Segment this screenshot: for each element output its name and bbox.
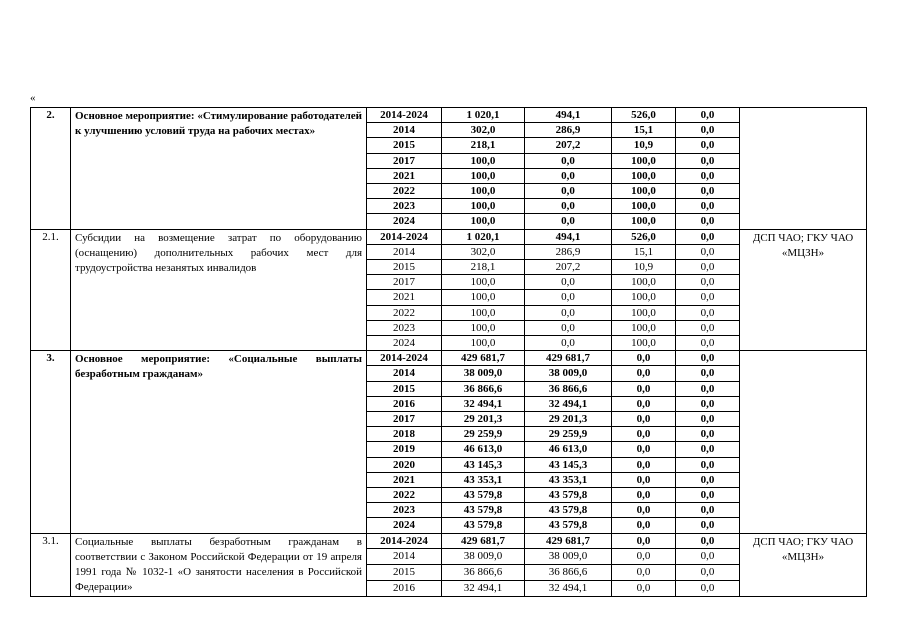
total-cell: 100,0 — [442, 184, 525, 199]
total-cell: 29 259,9 — [442, 427, 525, 442]
total-cell: 100,0 — [442, 305, 525, 320]
federal-budget-cell: 36 866,6 — [525, 381, 612, 396]
federal-budget-cell: 0,0 — [525, 168, 612, 183]
federal-budget-cell: 429 681,7 — [525, 533, 612, 549]
regional-budget-cell: 0,0 — [612, 396, 676, 411]
period-cell: 2022 — [367, 305, 442, 320]
executor-cell: ДСП ЧАО; ГКУ ЧАО «МЦЗН» — [740, 533, 867, 596]
activity-number: 3. — [31, 351, 71, 533]
other-sources-cell: 0,0 — [676, 108, 740, 123]
regional-budget-cell: 0,0 — [612, 565, 676, 581]
total-cell: 1 020,1 — [442, 108, 525, 123]
other-sources-cell: 0,0 — [676, 244, 740, 259]
total-cell: 302,0 — [442, 123, 525, 138]
federal-budget-cell: 286,9 — [525, 244, 612, 259]
regional-budget-cell: 0,0 — [612, 503, 676, 518]
period-cell: 2015 — [367, 260, 442, 275]
regional-budget-cell: 100,0 — [612, 305, 676, 320]
period-cell: 2021 — [367, 290, 442, 305]
regional-budget-cell: 15,1 — [612, 123, 676, 138]
other-sources-cell: 0,0 — [676, 565, 740, 581]
other-sources-cell: 0,0 — [676, 138, 740, 153]
total-cell: 100,0 — [442, 275, 525, 290]
other-sources-cell: 0,0 — [676, 168, 740, 183]
federal-budget-cell: 36 866,6 — [525, 565, 612, 581]
total-cell: 100,0 — [442, 168, 525, 183]
total-cell: 43 353,1 — [442, 472, 525, 487]
period-cell: 2019 — [367, 442, 442, 457]
federal-budget-cell: 0,0 — [525, 320, 612, 335]
regional-budget-cell: 0,0 — [612, 381, 676, 396]
other-sources-cell: 0,0 — [676, 518, 740, 533]
total-cell: 218,1 — [442, 138, 525, 153]
federal-budget-cell: 0,0 — [525, 336, 612, 351]
period-cell: 2023 — [367, 199, 442, 214]
activity-title: Основное мероприятие: «Стимулирование работодателей к улучшению условий труда на рабочих местах» — [71, 108, 367, 230]
other-sources-cell: 0,0 — [676, 336, 740, 351]
regional-budget-cell: 15,1 — [612, 244, 676, 259]
total-cell: 43 579,8 — [442, 503, 525, 518]
period-cell: 2015 — [367, 381, 442, 396]
regional-budget-cell: 100,0 — [612, 153, 676, 168]
total-cell: 43 579,8 — [442, 488, 525, 503]
total-cell: 100,0 — [442, 214, 525, 229]
period-cell: 2023 — [367, 503, 442, 518]
other-sources-cell: 0,0 — [676, 184, 740, 199]
regional-budget-cell: 0,0 — [612, 533, 676, 549]
other-sources-cell: 0,0 — [676, 275, 740, 290]
other-sources-cell: 0,0 — [676, 472, 740, 487]
period-cell: 2014 — [367, 366, 442, 381]
table-row — [31, 229, 867, 244]
regional-budget-cell: 100,0 — [612, 320, 676, 335]
federal-budget-cell: 32 494,1 — [525, 580, 612, 596]
total-cell: 429 681,7 — [442, 351, 525, 366]
regional-budget-cell: 0,0 — [612, 351, 676, 366]
other-sources-cell: 0,0 — [676, 214, 740, 229]
regional-budget-cell: 100,0 — [612, 214, 676, 229]
total-cell: 32 494,1 — [442, 580, 525, 596]
period-cell: 2015 — [367, 138, 442, 153]
period-cell: 2017 — [367, 412, 442, 427]
federal-budget-cell: 286,9 — [525, 123, 612, 138]
regional-budget-cell: 0,0 — [612, 518, 676, 533]
other-sources-cell: 0,0 — [676, 457, 740, 472]
other-sources-cell: 0,0 — [676, 580, 740, 596]
federal-budget-cell: 207,2 — [525, 260, 612, 275]
federal-budget-cell: 0,0 — [525, 214, 612, 229]
federal-budget-cell: 429 681,7 — [525, 351, 612, 366]
total-cell: 32 494,1 — [442, 396, 525, 411]
period-cell: 2021 — [367, 472, 442, 487]
regional-budget-cell: 100,0 — [612, 275, 676, 290]
federal-budget-cell: 38 009,0 — [525, 366, 612, 381]
other-sources-cell: 0,0 — [676, 503, 740, 518]
total-cell: 43 579,8 — [442, 518, 525, 533]
federal-budget-cell: 0,0 — [525, 184, 612, 199]
total-cell: 218,1 — [442, 260, 525, 275]
total-cell: 100,0 — [442, 290, 525, 305]
federal-budget-cell: 494,1 — [525, 229, 612, 244]
total-cell: 43 145,3 — [442, 457, 525, 472]
other-sources-cell: 0,0 — [676, 229, 740, 244]
other-sources-cell: 0,0 — [676, 396, 740, 411]
period-cell: 2014-2024 — [367, 108, 442, 123]
total-cell: 100,0 — [442, 153, 525, 168]
total-cell: 38 009,0 — [442, 366, 525, 381]
period-cell: 2020 — [367, 457, 442, 472]
period-cell: 2021 — [367, 168, 442, 183]
regional-budget-cell: 0,0 — [612, 549, 676, 565]
total-cell: 100,0 — [442, 336, 525, 351]
period-cell: 2022 — [367, 184, 442, 199]
period-cell: 2018 — [367, 427, 442, 442]
federal-budget-cell: 0,0 — [525, 305, 612, 320]
activity-title: Социальные выплаты безработным гражданам в соответствии с Законом Российской Федерации от 19 апреля 1991 года № 1032-1 «О занятости населения в Российской Федерации» — [71, 533, 367, 596]
other-sources-cell: 0,0 — [676, 305, 740, 320]
regional-budget-cell: 100,0 — [612, 336, 676, 351]
period-cell: 2014 — [367, 549, 442, 565]
regional-budget-cell: 0,0 — [612, 488, 676, 503]
activity-number: 2. — [31, 108, 71, 230]
other-sources-cell: 0,0 — [676, 442, 740, 457]
federal-budget-cell: 43 579,8 — [525, 488, 612, 503]
other-sources-cell: 0,0 — [676, 123, 740, 138]
regional-budget-cell: 0,0 — [612, 427, 676, 442]
period-cell: 2014-2024 — [367, 229, 442, 244]
federal-budget-cell: 29 259,9 — [525, 427, 612, 442]
federal-budget-cell: 43 353,1 — [525, 472, 612, 487]
executor-cell — [740, 108, 867, 230]
federal-budget-cell: 46 613,0 — [525, 442, 612, 457]
federal-budget-cell: 43 579,8 — [525, 518, 612, 533]
period-cell: 2023 — [367, 320, 442, 335]
regional-budget-cell: 10,9 — [612, 138, 676, 153]
table-row — [31, 108, 867, 123]
regional-budget-cell: 100,0 — [612, 168, 676, 183]
other-sources-cell: 0,0 — [676, 366, 740, 381]
regional-budget-cell: 100,0 — [612, 184, 676, 199]
period-cell: 2014 — [367, 123, 442, 138]
other-sources-cell: 0,0 — [676, 351, 740, 366]
period-cell: 2014-2024 — [367, 351, 442, 366]
period-cell: 2024 — [367, 336, 442, 351]
total-cell: 100,0 — [442, 320, 525, 335]
total-cell: 302,0 — [442, 244, 525, 259]
federal-budget-cell: 32 494,1 — [525, 396, 612, 411]
regional-budget-cell: 0,0 — [612, 580, 676, 596]
regional-budget-cell: 0,0 — [612, 457, 676, 472]
regional-budget-cell: 526,0 — [612, 229, 676, 244]
other-sources-cell: 0,0 — [676, 199, 740, 214]
period-cell: 2024 — [367, 518, 442, 533]
federal-budget-cell: 0,0 — [525, 275, 612, 290]
activity-title: Основное мероприятие: «Социальные выплаты безработным гражданам» — [71, 351, 367, 533]
federal-budget-cell: 43 145,3 — [525, 457, 612, 472]
other-sources-cell: 0,0 — [676, 412, 740, 427]
other-sources-cell: 0,0 — [676, 427, 740, 442]
period-cell: 2024 — [367, 214, 442, 229]
period-cell: 2016 — [367, 580, 442, 596]
federal-budget-cell: 29 201,3 — [525, 412, 612, 427]
other-sources-cell: 0,0 — [676, 549, 740, 565]
total-cell: 46 613,0 — [442, 442, 525, 457]
regional-budget-cell: 10,9 — [612, 260, 676, 275]
federal-budget-cell: 494,1 — [525, 108, 612, 123]
period-cell: 2017 — [367, 153, 442, 168]
federal-budget-cell: 0,0 — [525, 199, 612, 214]
total-cell: 429 681,7 — [442, 533, 525, 549]
federal-budget-cell: 0,0 — [525, 290, 612, 305]
period-cell: 2016 — [367, 396, 442, 411]
executor-cell: ДСП ЧАО; ГКУ ЧАО «МЦЗН» — [740, 229, 867, 351]
total-cell: 38 009,0 — [442, 549, 525, 565]
other-sources-cell: 0,0 — [676, 533, 740, 549]
table-row — [31, 533, 867, 549]
other-sources-cell: 0,0 — [676, 260, 740, 275]
period-cell: 2017 — [367, 275, 442, 290]
period-cell: 2022 — [367, 488, 442, 503]
total-cell: 36 866,6 — [442, 565, 525, 581]
federal-budget-cell: 207,2 — [525, 138, 612, 153]
total-cell: 100,0 — [442, 199, 525, 214]
activity-title: Субсидии на возмещение затрат по оборудованию (оснащению) дополнительных рабочих мест для трудоустройства незанятых инвалидов — [71, 229, 367, 351]
regional-budget-cell: 100,0 — [612, 199, 676, 214]
federal-budget-cell: 43 579,8 — [525, 503, 612, 518]
other-sources-cell: 0,0 — [676, 488, 740, 503]
federal-budget-cell: 38 009,0 — [525, 549, 612, 565]
regional-budget-cell: 526,0 — [612, 108, 676, 123]
total-cell: 36 866,6 — [442, 381, 525, 396]
other-sources-cell: 0,0 — [676, 290, 740, 305]
regional-budget-cell: 100,0 — [612, 290, 676, 305]
opening-quote-mark: « — [30, 92, 36, 104]
other-sources-cell: 0,0 — [676, 381, 740, 396]
other-sources-cell: 0,0 — [676, 320, 740, 335]
table-row — [31, 351, 867, 366]
total-cell: 1 020,1 — [442, 229, 525, 244]
regional-budget-cell: 0,0 — [612, 442, 676, 457]
executor-cell — [740, 351, 867, 533]
regional-budget-cell: 0,0 — [612, 472, 676, 487]
total-cell: 29 201,3 — [442, 412, 525, 427]
period-cell: 2014 — [367, 244, 442, 259]
program-activities-table — [30, 107, 867, 597]
period-cell: 2015 — [367, 565, 442, 581]
federal-budget-cell: 0,0 — [525, 153, 612, 168]
table-body — [31, 108, 867, 597]
activity-number: 3.1. — [31, 533, 71, 596]
activity-number: 2.1. — [31, 229, 71, 351]
regional-budget-cell: 0,0 — [612, 366, 676, 381]
regional-budget-cell: 0,0 — [612, 412, 676, 427]
period-cell: 2014-2024 — [367, 533, 442, 549]
other-sources-cell: 0,0 — [676, 153, 740, 168]
